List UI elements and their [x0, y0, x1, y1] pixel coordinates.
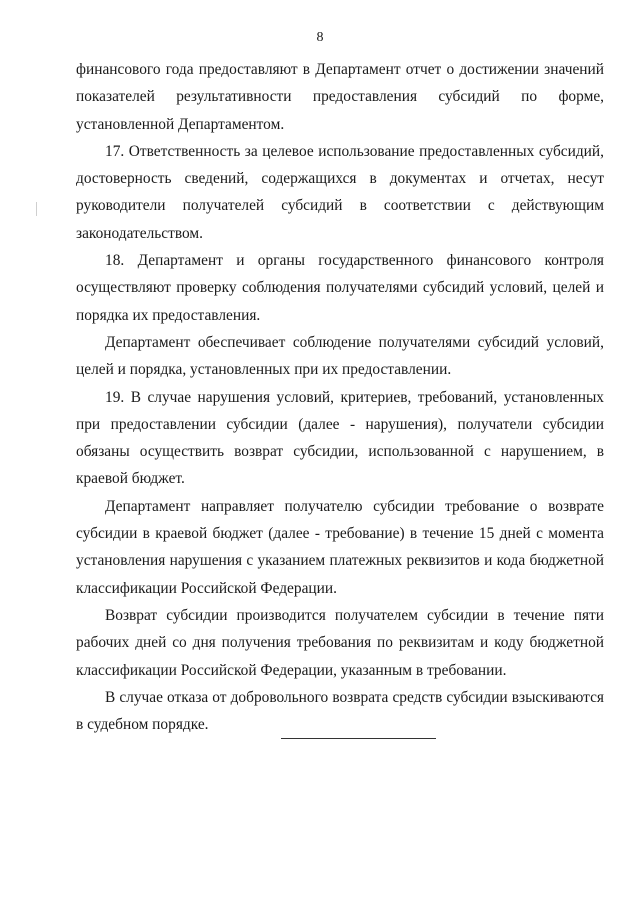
paragraph-19: 19. В случае нарушения условий, критериев, требований, установленных при предоставлении субсидии (далее - нарушения), получатели субсидии обязаны осуществить возврат субсидии, использованной с нарушением, в краевой бюджет.: [76, 388, 604, 488]
document-body: [76, 56, 604, 738]
paragraph-19-court: В случае отказа от добровольного возврата средств субсидии взыскиваются в судебном порядке.: [76, 688, 604, 734]
paragraph-18: 18. Департамент и органы государственного финансового контроля осуществляют проверку соблюдения получателями субсидий условий, целей и порядка их предоставления.: [76, 252, 604, 324]
paragraph-17: 17. Ответственность за целевое использование предоставленных субсидий, достоверность сведений, содержащихся в документах и отчетах, несут руководители получателей субсидий в соответствии с действующим законодательством.: [76, 142, 604, 242]
paragraph-continuation: финансового года предоставляют в Департамент отчет о достижении значений показателей результативности предоставления субсидий по форме, установленной Департаментом.: [76, 61, 604, 133]
end-separator-line: [281, 738, 436, 739]
page-number: 8: [316, 30, 324, 45]
paragraph-19-refund: Возврат субсидии производится получателем субсидии в течение пяти рабочих дней со дня получения требования по реквизитам и коду бюджетной классификации Российской Федерации, указанным в требовании.: [76, 606, 604, 679]
paragraph-19-requirement: Департамент направляет получателю субсидии требование о возврате субсидии в краевой бюджет (далее - требование) в течение 15 дней с момента установления нарушения с указанием платежных реквизитов и кода бюджетной классификации Российской Федерации.: [76, 497, 604, 597]
paragraph-18-department: Департамент обеспечивает соблюдение получателями субсидий условий, целей и порядка, установленных при их предоставлении.: [76, 333, 604, 379]
scan-margin-mark: [36, 202, 37, 216]
